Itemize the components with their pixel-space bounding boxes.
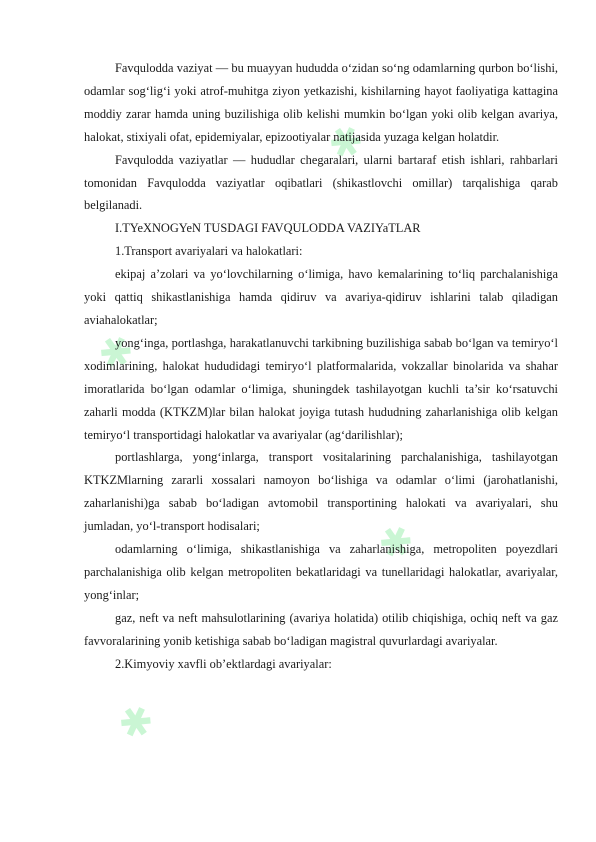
subsection-heading: 1.Transport avariyalari va halokatlari:	[115, 244, 303, 259]
list-item-metro: odamlarning o‘limiga, shikastlanishiga va zaharlanishiga, metropoliten poyezdlari parchalanishiga olib kelgan metropoliten bekatlaridagi va tunellaridagi halokatlar, avariyalar, yong‘inlar;	[84, 542, 558, 602]
watermark-logo: ✱	[319, 114, 374, 172]
watermark-logo: ✱	[109, 694, 164, 752]
list-item-pipeline: gaz, neft va neft mahsulotlarining (avariya holatida) otilib chiqishiga, ochiq neft va gaz favvoralarining yonib ketishiga sabab bo‘ladigan magistral quvurlardagi avariyalar.	[84, 610, 558, 648]
watermark-logo: ✱	[89, 324, 144, 382]
paragraph-definition: Favqulodda vaziyat — bu muayyan hududda o‘zidan so‘ng odamlarning qurbon bo‘lishi, odamlar sog‘lig‘i yoki atrof-muhitga ziyon yetkazishi, kishilarning hayot faoliyatiga kattagina moddiy zarar hamda uning buzilishiga olib kelishi mumkin bo‘lgan yoki olib kelgan avariya, halokat, stixiyali ofat, epidemiyalar, epizootiyalar natijasida yuzaga kelgan holatdir.	[84, 61, 558, 144]
list-item-aviation: ekipaj a’zolari va yo‘lovchilarning o‘limiga, havo kemalarining to‘liq parchalanishiga yoki qattiq shikastlanishiga hamda qidiruv va avariya-qidiruv ishlarini talab qiladigan aviahalokatlar;	[84, 267, 558, 327]
document-body	[84, 57, 558, 675]
watermark-logo: ✱	[369, 514, 424, 572]
paragraph-classification: Favqulodda vaziyatlar — hududlar chegaralari, ularni bartaraf etish ishlari, rahbarlari tomonidan Favqulodda vaziyatlar oqibatlari (shikastlovchi omillar) tarqalishiga qarab belgilanadi.	[84, 152, 558, 213]
subsection-heading: 2.Kimyoviy xavfli ob’ektlardagi avariyalar:	[115, 656, 332, 671]
list-item-road: portlashlarga, yong‘inlarga, transport vositalarining parchalanishiga, tashilayotgan KTKZMlarning zararli xossalari namoyon bo‘lishiga va odamlar o‘limi (jarohatlanishi, zaharlanishi)ga sabab bo‘ladigan avtomobil transportining halokati va avariyalari, shu jumladan, yo‘l-transport hodisalari;	[84, 450, 558, 534]
section-heading: I.TYeXNOGYeN TUSDAGI FAVQULODDA VAZIYaTLAR	[115, 221, 421, 236]
list-item-railway: yong‘inga, portlashga, harakatlanuvchi tarkibning buzilishiga sabab bo‘lgan va temiryo‘l xodimlarining, halokat hududidagi temiryo‘l platformalarida, vokzallar binolarida va shahar imoratlarida bo‘lgan odamlar o‘limiga, shuningdek tashilayotgan kuchli ta’sir ko‘rsatuvchi zaharli modda (KTKZM)lar bilan halokat joyiga tutash hududning zaharlanishiga olib kelgan temiryo‘l transportidagi halokatlar va avariyalar (ag‘darilishlar);	[84, 335, 558, 442]
